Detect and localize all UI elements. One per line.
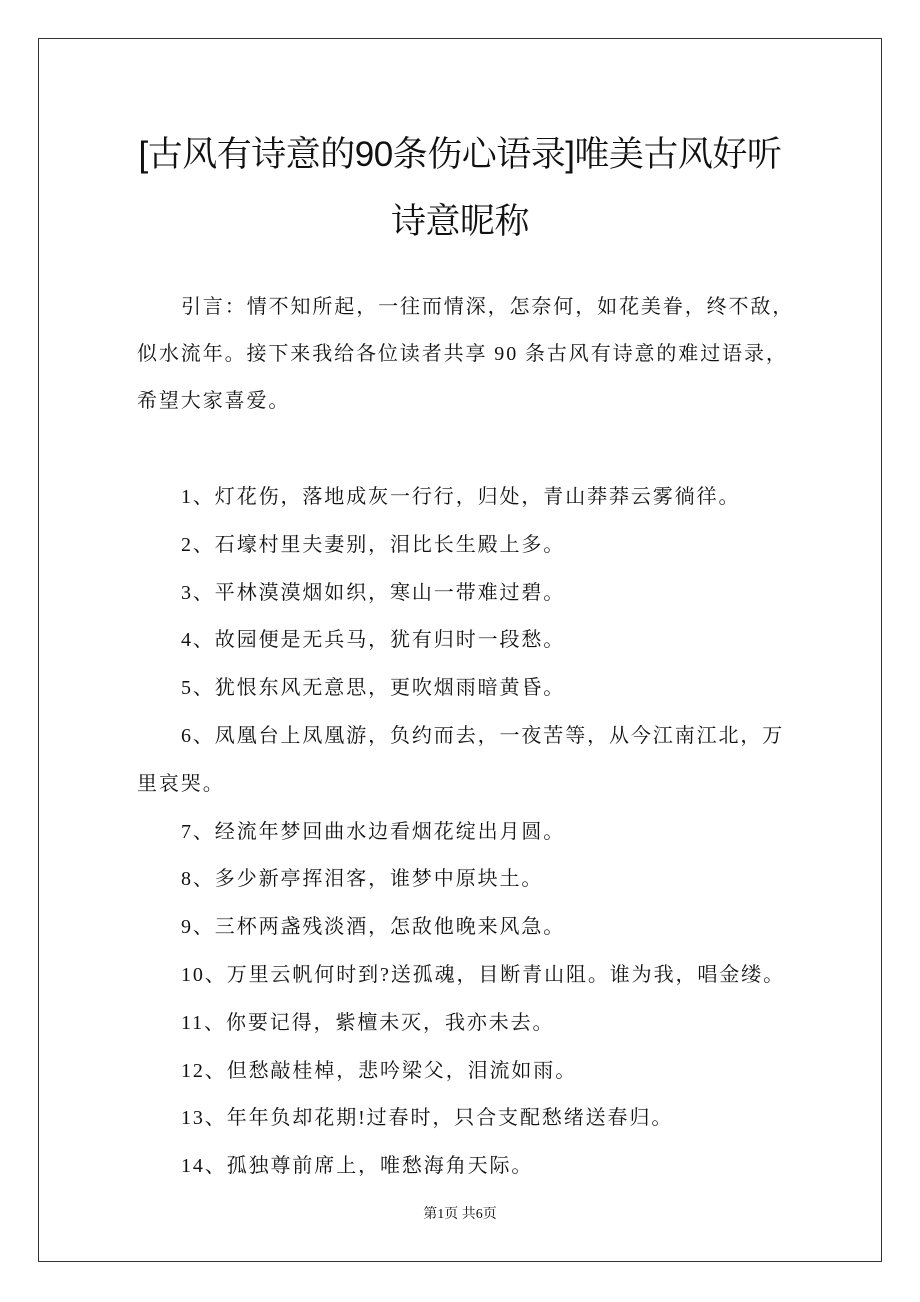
list-item-text: 1、灯花伤，落地成灰一行行，归处，青山莽莽云雾徜徉。 (181, 486, 741, 508)
document-title-line-1: [古风有诗意的90条伤心语录]唯美古风好听 (138, 135, 782, 174)
page-number-footer: 第1页 共6页 (423, 1207, 497, 1222)
list-item-text: 12、但愁敲桂棹，悲吟梁父，泪流如雨。 (181, 1059, 578, 1082)
list-item-text: 8、多少新亭挥泪客，谁梦中原块土。 (181, 868, 544, 891)
list-item-text: 3、平林漠漠烟如织，寒山一带难过碧。 (181, 581, 566, 604)
list-item-text: 11、你要记得，紫檀未灭，我亦未去。 (181, 1011, 555, 1034)
list-item-text: 6、凤凰台上凤凰游，负约而去，一夜苦等，从今江南江北，万 (181, 725, 785, 747)
list-item-text: 13、年年负却花期!过春时，只合支配愁绪送春归。 (181, 1107, 674, 1130)
document-title-line-2: 诗意昵称 (390, 202, 529, 241)
list-item-text: 4、故园便是无兵马，犹有归时一段愁。 (181, 629, 566, 652)
list-item-continuation: 里哀哭。 (137, 772, 225, 795)
intro-line: 希望大家喜爱。 (137, 390, 291, 412)
list-item-text: 5、犹恨东风无意思，更吹烟雨暗黄昏。 (181, 677, 566, 700)
list-item-text: 7、经流年梦回曲水边看烟花绽出月圆。 (181, 820, 566, 843)
intro-line: 引言：情不知所起，一往而情深，怎奈何，如花美眷，终不敌， (181, 296, 795, 318)
list-item-text: 2、石壕村里夫妻别，泪比长生殿上多。 (181, 533, 566, 556)
list-item-text: 9、三杯两盏残淡酒，怎敌他晚来风急。 (181, 916, 566, 939)
list-item-text: 14、孤独尊前席上，唯愁海角天际。 (181, 1155, 534, 1178)
intro-line: 似水流年。接下来我给各位读者共享 90 条古风有诗意的难过语录， (137, 343, 788, 365)
list-item-text: 10、万里云帆何时到?送孤魂，目断青山阻。谁为我，唱金缕。 (181, 964, 785, 986)
